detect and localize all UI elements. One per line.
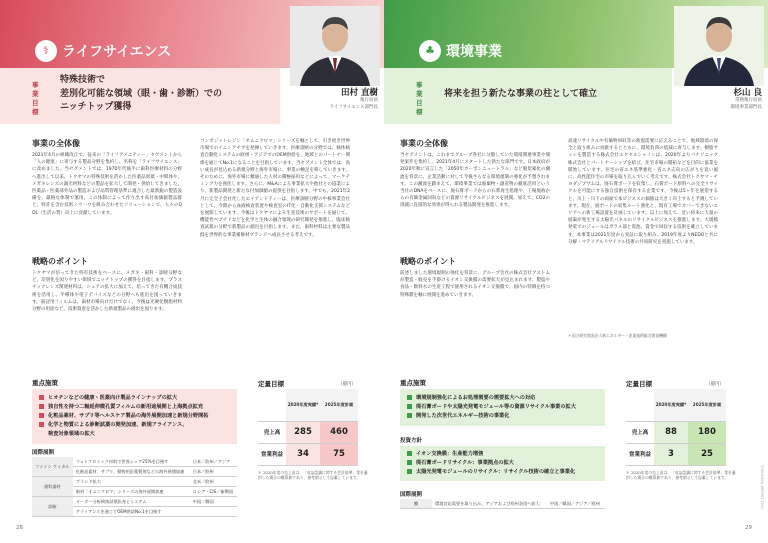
goal-text: 特殊技術で 差別化可能な領域（眼・歯・診断）での ニッチトップ獲得 (60, 75, 223, 112)
executive-role: 常務執行役員 (735, 98, 762, 103)
executive-photo (290, 6, 380, 86)
report-title-vertical: TOKUYAMA REPORT 2021 (760, 465, 764, 510)
target-note: ＊ 2020年度の売上高は、「収益認識に関する会計基準」等を適用した場合の概算値であり、参考値として記載しています。 (258, 470, 368, 481)
segment-title: 環境事業 (446, 44, 502, 60)
list-item: 化粧品素材、サプリ等ヘルスケア製品の海外展開加速と新規分野開拓 (39, 412, 230, 421)
target-table (258, 389, 358, 466)
table-row: ファイン ケミカル フォトクロミック材料で世界シェア25%を目指す 日本／欧州／アジア (32, 457, 237, 467)
table-row: 診断 オーダー分析検体試薬拡充とシステム 中国／韓国 (32, 497, 237, 507)
investment-heading: 投資方針 (400, 438, 423, 444)
executive-department: 環境事業部門長 (730, 104, 762, 110)
table-row: 営業利益 34 75 (258, 443, 358, 465)
goal-text: 将来を担う新たな事業の柱として確立 (444, 89, 598, 99)
strategy-heading: 戦略のポイント (400, 257, 456, 266)
goal-tag: 事業目標 (32, 81, 39, 116)
products-heading: 国際展開 (32, 450, 55, 456)
page-number: 29 (745, 525, 752, 531)
target-col-actual: 2020年度実績* (286, 389, 320, 421)
target-unit: （億円） (706, 382, 724, 387)
text-column-2 (200, 138, 350, 373)
table-row: 膜 環境対応需要を取り込み、アジアおよび欧州各国へ拡大 中国／韓国／アジア／欧州 (400, 499, 605, 509)
executive-photo (674, 6, 764, 86)
table-row: 化粧品素材、サプリ、動物用医薬製剤などの海外展開加速 日本／欧州 (32, 467, 237, 477)
target-note: ＊ 2020年度の売上高は、「収益認識に関する会計基準」等を適用した場合の概算値であり、参考値として記載しています。 (626, 470, 736, 481)
products-heading: 国際展開 (400, 492, 423, 498)
footnote: ＊国立研究開発法人新エネルギー・産業技術総合開発機構 (568, 333, 667, 338)
segment-title: ライフサイエンス (62, 44, 172, 60)
overview-text: 2021年4月の組織改正で、従来の「ライフアメニティー」セグメントから「人の健康」に寄与する製品分野を集約し、名称を「ライフサイエンス」に改めました。当セグメントでは、1970年代後半に歯科医療材料の分野へ進出して以来、トクヤマの特殊技術を活かした医薬品原薬・中間体や、メガネレンズの調光材料などの製品を拡大して開発・供給してきました。医薬品・医薬部外品の製造および品質管理基準に適合した最新鋭の製造設備を、厳格な体制で運用。この体制によって作り出す高付加価値製品群と、特許を含む技術ノウハウを組み合わせたソリューションで、人々のQOL（生活の質）向上に貢献しています。 (32, 153, 182, 216)
executive-department: ライフサイエンス部門長 (329, 104, 378, 110)
products-table (400, 499, 605, 509)
list-item: 検査対象領域の拡大 (48, 431, 95, 437)
investment-list (400, 446, 605, 481)
strategy-text: トクヤマが培ってきた特有技術をベースに、メガネ・歯科・診断分野など、差別化を図りやすい領域でニッチトップの獲得を目指します。プラスチックレンズ関連材料は、シェアの拡大に加えて、培ってきた有機合成技術を活用し、半導体や電子デバイスなどの分野へも進出を図っていきます。歯冠用フィルムは、歯材市場向けだけでなく、今後は光硬化樹脂材料分野の用途など、技術資産を活かした新規製品の創出を図ります。 (32, 271, 182, 313)
target-heading: 定量目標 (258, 380, 284, 388)
executive-info (662, 86, 762, 111)
focus-list (400, 389, 605, 426)
target-col-plan: 2025年度計画 (688, 389, 726, 421)
tree-icon: ♣ (419, 40, 441, 62)
list-item: 開発した次世代エネルギー技術の事業化 (407, 412, 598, 421)
table-row: 営業利益 3 25 (626, 443, 726, 465)
focus-list (32, 389, 237, 444)
table-row: 売上高 285 460 (258, 421, 358, 443)
goal-tag: 事業目標 (416, 81, 423, 116)
target-table (626, 389, 726, 466)
focus-heading: 重点施策 (400, 379, 426, 387)
text-column-1 (32, 138, 182, 350)
list-item: 環境規制強化によるお処理需要の需要拡大への対応 (407, 394, 598, 403)
target-col-actual: 2020年度実績* (654, 389, 688, 421)
list-item: 化学と物質による診断試薬の開発加速、新規アライアンス、 (39, 421, 230, 430)
strategy-heading: 戦略のポイント (32, 257, 88, 266)
target-col-plan: 2025年度計画 (320, 389, 358, 421)
overview-heading: 事業の全体像 (32, 139, 80, 148)
table-row: 売上高 88 180 (626, 421, 726, 443)
overview-text: 当セグメントは、これまでグループ各社に分散していた環境関連事業や開発案件を集約し、2021年4月にスタートした新たな部門です。日本政府が2020年秋に宣言した「2050年カーボンニュートラル」など脱炭素化の潮流を背景に、企業活動に対して今後さらなる環境規制の強化が予想されます。この潮流を踏まえて、環境事業では廃棄物・副産物の徹底活用という当社のDNAをベースに、廃石膏ボードからの石膏再生処理や、工場廃液からの有価金属回収などの資源リサイクルビジネスを展開。加えて、CO2の削減に直接的な効果が得られる製品開発を推進します。 (400, 153, 550, 209)
executive-role: 執行役員 (360, 98, 378, 103)
executive-name: 田村 直樹 (341, 88, 378, 98)
text-column-2 (568, 138, 718, 328)
target-unit: （億円） (338, 382, 356, 387)
business-goal (0, 68, 280, 124)
life-science-icon: ⚕ (35, 40, 57, 62)
list-item: 廃石膏ボードや太陽光発電モジュール等の資源リサイクル事業の拡大 (407, 403, 598, 412)
list-item: ヒオチンなどの健康・医薬向け製品ラインナップの拡大 (39, 394, 230, 403)
table-row: 歯科器材 ブランド拡大 北米／欧州 (32, 477, 237, 487)
page-number: 28 (16, 525, 23, 531)
executive-info (278, 86, 378, 111)
text-column-1 (400, 138, 550, 330)
target-heading: 定量目標 (626, 380, 652, 388)
business-goal (384, 68, 672, 124)
table-row: 歯材「オムニクロマ」シリーズの海外展開加速 ロシア・CIS／新興国 (32, 487, 237, 497)
list-item: 独自性を持つ二軸延伸微孔質フィルムの新用途展開と上海拠点拡充 (39, 403, 230, 412)
right-page (384, 0, 768, 543)
list-item: イオン交換膜：生産能力増強 (407, 450, 598, 459)
focus-heading: 重点施策 (32, 379, 58, 387)
executive-name: 杉山 良 (733, 88, 762, 98)
column-2-text: 高速リサイクルや有価物回収等の新規需要に応えることで、地域環境の保全と取り組みに貢献するとともに、環境負荷の低減に寄与します。樹脂サッシを製造する株式会社エクセルシャノンは、2020年よりパナソニック株式会社とパートナーシップを結び、住宅市場の開拓などを目的に協業を開始しています。住宅の省エネ基準強化・省エネ志向の広がりを追い風に、高性能住宅の市場を取り込んでいく考えです。株式会社トクヤマ・チヨダジプサムは、廃石膏ボードを収集し、石膏ボード原料への完全リサイクルを可能にする独自技術を保有する企業です。今後は5ヶ年を展望すると、川上・川下の両面で本ビジネスの価値は大きく向上すると予測しています。現在、廃ボードの収集ルート強化と、現有工場でカバーできないエリアへの新工場設置を計画しています。以上に加えて、近い将来に大量の廃棄が発生する太陽光パネルのリサイクルビジネスを推進します。大規模発電でのジュールはガラス部と電池、資金で回収する技術を確立しています。本事業は2021年度から実証に取り組み、2019年度よりNEDOと共に分解・マテリアルリサイクル技術の共同研究を実施しています。 (568, 139, 718, 245)
list-item: 廃石膏ボードリサイクル：事業拠点の拡大 (407, 459, 598, 468)
list-item: 太陽光発電モジュールのリサイクル：リサイクル技術の確立と事業化 (407, 468, 598, 477)
column-2-text: コンポジットレジン「オムニクロマ」シリーズを軸として、引き続き世界市場でのイニシアチブを発揮していきます。医療診断の分野では、検体検査自動化システムの欧州・アジアでのOEM供給を、地域とのパートナー関係を通じてNo.1になることを目指しています。当セグメント全体では、高い成長が見込める新規分野と海外市場に、事業の軸足を移していきます。そのために、海外市場に精通した人材の積極採用などによって、マーケティング力を強化します。さらに、M&Aによる事業拡大や他社との協業により、新製品開発と新たな付加価値の提供を目指します。中でも、2021年2月に完全子会社化したエイアンドティーは、医療診断分野の中核事業会社として、今期から血液検査装置や検査室のIT化・自動化支援システムなどを展開しています。今後はトクヤマによる生産技術のサポートを通じて、機能性ペプチドなどを化学と生体の融合領域の研究開発を推進し、臨床検査試薬の分野で新製品の創出を目指します。また、歯科材料は主要な製品群を世界的な事業補修材ブランドへ成長させる考えです。 (200, 139, 350, 238)
overview-heading: 事業の全体像 (400, 139, 448, 148)
strategy-text: 前述しました環境規制の強化を背景に、グループ会社の株式会社アストムが製造・販売を手掛けるイオン交換膜の需要拡大が見込まれます。製塩や食品・飲料水の生産工程で使用されるイオン交換膜で、国内の特徴を持つ特殊膜を軸に展開を進めていきます。 (400, 271, 550, 298)
products-table (32, 457, 237, 517)
table-row: アライアンスを通じてOEM供給No.1を目指す (32, 507, 237, 517)
